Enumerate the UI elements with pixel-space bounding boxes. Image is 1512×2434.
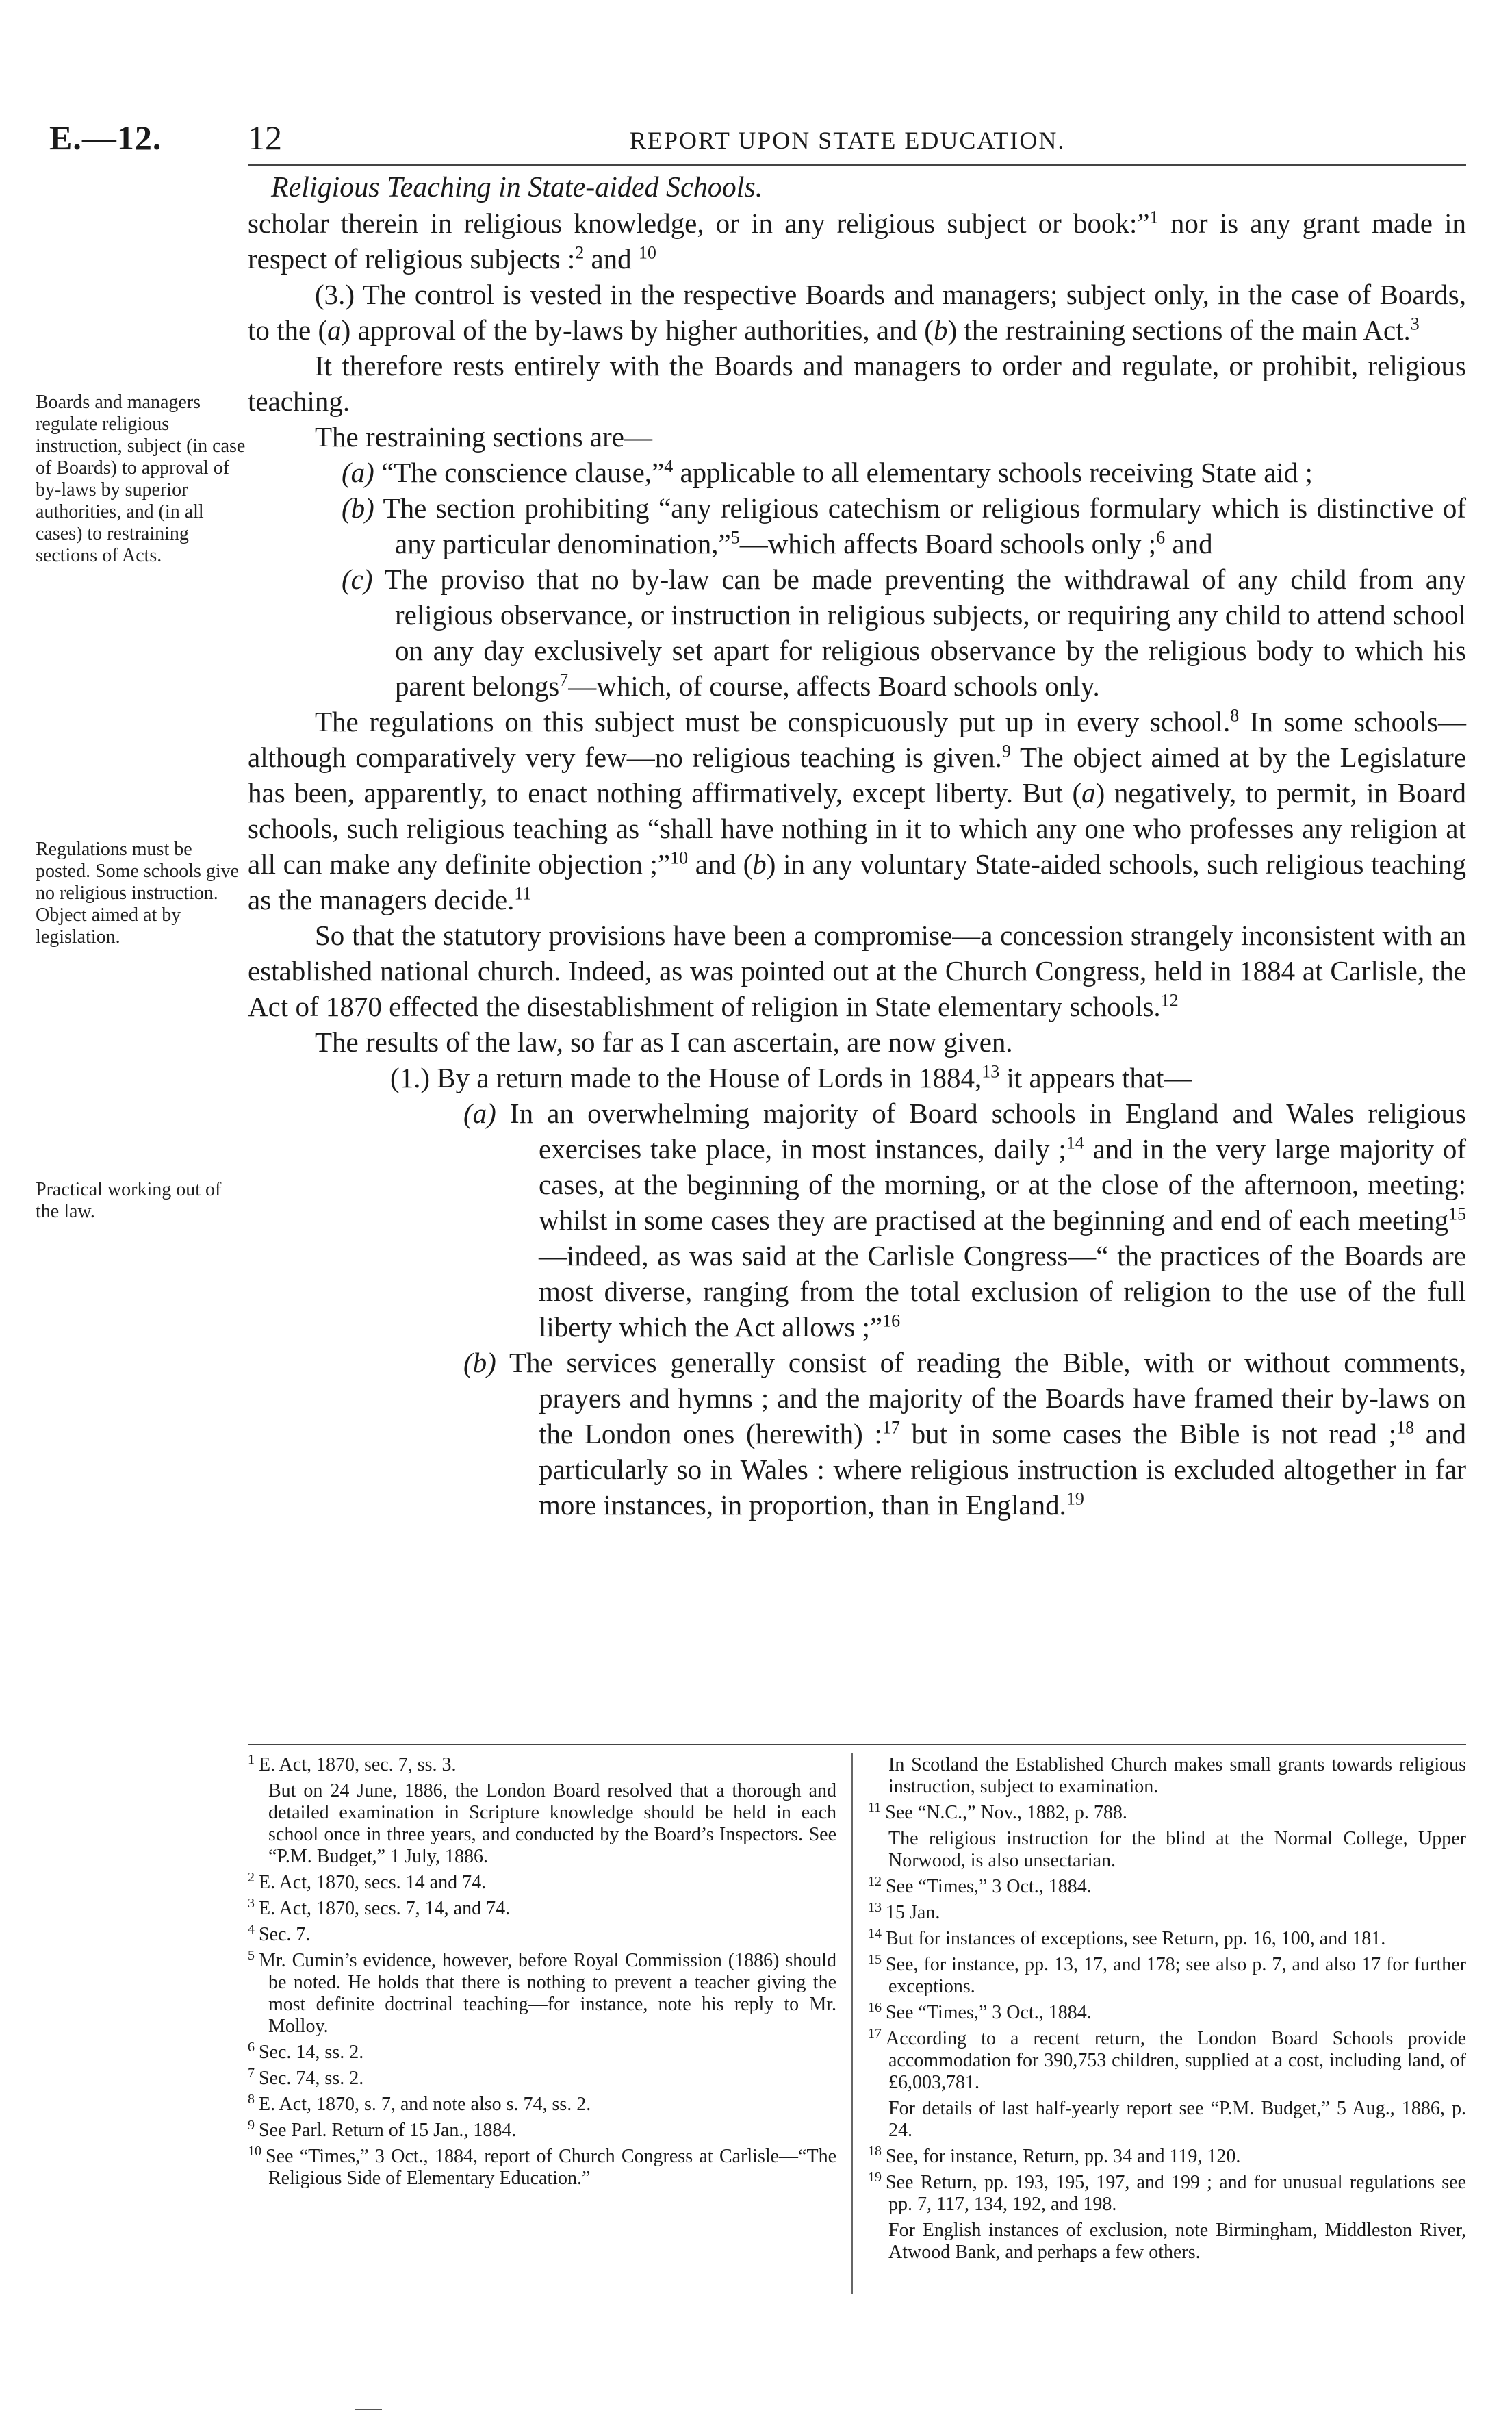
main-text [248, 205, 1466, 1523]
footnote: $^{15}$ See, for instance, pp. 13, 17, and 178; see also p. 7, and also 17 for further exceptions. [868, 1951, 1466, 1997]
list-item-b: (b) The section prohibiting “any religious catechism or religious formulary which is distinctive of any particular denomination,”$^5$—which affects Board schools only ;$^6$ and [342, 492, 1466, 559]
section-title: Religious Teaching in State-aided Schools. [271, 172, 763, 203]
document-code: E.—12. [49, 118, 162, 157]
list-item-a: (a) “The conscience clause,”$^4$ applicable to all elementary schools receiving State aid ; [342, 456, 1313, 488]
list-item-c: (c) The proviso that no by-law can be made preventing the withdrawal of any child from any religious observance, or instruction in religious subjects, or requiring any child to attend school on any day exclusively set apart for religious observance by the religious body to which his parent belongs$^7$—which, of course, affects Board schools only. [342, 563, 1466, 702]
footnote: $^3$ E. Act, 1870, secs. 7, 14, and 74. [248, 1895, 511, 1919]
footnote-continuation: In Scotland the Established Church makes small grants towards religious instruction, subject to examination. [888, 1754, 1466, 1797]
result-1-a: (a) In an overwhelming majority of Board schools in England and Wales religious exercises take place, in most instances, daily ;$^{14}$ and in the very large majority of cases, at the beginning of the morning, or at the close of the afternoon, meeting: whilst in some cases they are practised at the beginning and end of each meeting$^{15}$—indeed, as was said at the Carlisle Congress—“ the practices of the Boards are most diverse, ranging from the total exclusion of religion to the use of the full liberty which the Act allows ;”$^{16}$ [463, 1098, 1466, 1343]
result-1: (1.) By a return made to the House of Lords in 1884,13 it appears that— [390, 1061, 1192, 1093]
running-title: REPORT UPON STATE EDUCATION. [630, 127, 1066, 154]
margin-note-practical: Practical working out of the law. [36, 1179, 222, 1222]
footnote: $^{18}$ See, for instance, Return, pp. 34 and 119, 120. [868, 2143, 1241, 2167]
paragraph-control: (3.) The control is vested in the respective Boards and managers; subject only, in the case of Boards, to the (a) approval of the by-laws by higher authorities, and (b) the restraining sections of the main Act.$^3$ [248, 279, 1466, 346]
footnote: $^{14}$ But for instances of exceptions, see Return, pp. 16, 100, and 181. [868, 1925, 1386, 1949]
footnote-rule [248, 1744, 1466, 1745]
header-rule [248, 164, 1466, 166]
margin-note-boards: Boards and managers regulate religious instruction, subject (in case of Boards) to approval of by-laws by superior authorities, and (in all cases) to restraining sections of Acts. [36, 392, 246, 566]
margin-note-regulations: Regulations must be posted. Some schools give no religious instruction. Object aimed at by legislation. [36, 839, 240, 948]
footnote: $^{19}$ See Return, pp. 193, 195, 197, and 199 ; and for unusual regulations see pp. 7, 117, 134, 192, and 198. [868, 2169, 1466, 2215]
footnote: $^8$ E. Act, 1870, s. 7, and note also s. 74, ss. 2. [248, 2091, 591, 2115]
footnote: $^2$ E. Act, 1870, secs. 14 and 74. [248, 1869, 487, 1893]
footnote: $^5$ Mr. Cumin’s evidence, however, before Royal Commission (1886) should be noted. He holds that there is nothing to prevent a teacher giving the most definite doctrinal teaching—for instance, note his reply to Mr. Molloy. [248, 1947, 836, 2037]
page-number: 12 [248, 118, 282, 157]
footnote-continuation: The religious instruction for the blind at the Normal College, Upper Norwood, is also unsectarian. [888, 1828, 1466, 1871]
footnotes-right-column [868, 1754, 1466, 2268]
footnote: $^{11}$ See “N.C.,” Nov., 1882, p. 788. [868, 1799, 1127, 1823]
footnote-continuation: For English instances of exclusion, note Birmingham, Middleston River, Atwood Bank, and perhaps a few others. [888, 2220, 1466, 2263]
bottom-mark [355, 2409, 382, 2410]
footnote: $^{17}$ According to a recent return, the London Board Schools provide accommodation for 390,753 children, supplied at a cost, including land, of £6,003,781. [868, 2025, 1466, 2093]
paragraph-restraining: The restraining sections are— [315, 421, 652, 453]
footnote-continuation: For details of last half-yearly report see “P.M. Budget,” 5 Aug., 1886, p. 24. [888, 2098, 1466, 2141]
footnote: $^4$ Sec. 7. [248, 1921, 311, 1945]
footnote: $^6$ Sec. 14, ss. 2. [248, 2039, 364, 2063]
footnote: $^{13}$ 15 Jan. [868, 1899, 940, 1923]
paragraph-results: The results of the law, so far as I can ascertain, are now given. [315, 1026, 1013, 1058]
paragraph-continuation: scholar therein in religious knowledge, or in any religious subject or book:”$^1$ nor is any grant made in respect of religious subjects :$^2$ and $^{10}$ [248, 207, 1467, 275]
footnote: $^7$ Sec. 74, ss. 2. [248, 2065, 364, 2089]
footnote: $^{12}$ See “Times,” 3 Oct., 1884. [868, 1873, 1092, 1897]
footnote: $^1$ E. Act, 1870, sec. 7, ss. 3. [248, 1751, 457, 1775]
footnote: $^9$ See Parl. Return of 15 Jan., 1884. [248, 2117, 517, 2141]
footnote: $^{10}$ See “Times,” 3 Oct., 1884, report of Church Congress at Carlisle—“The Religious Side of Elementary Education.” [248, 2143, 836, 2189]
footnotes-left-column [248, 1751, 836, 2194]
footnote-column-divider [851, 1753, 853, 2294]
footnote: $^{16}$ See “Times,” 3 Oct., 1884. [868, 1999, 1092, 2023]
paragraph-rests: It therefore rests entirely with the Boards and managers to order and regulate, or prohibit, religious teaching. [248, 350, 1466, 417]
paragraph-compromise: So that the statutory provisions have been a compromise—a concession strangely inconsistent with an established national church. Indeed, as was pointed out at the Church Congress, held in 1884 at Carlisle, the Act of 1870 effected the disestablishment of religion in State elementary schools.$^{12}$ [248, 920, 1466, 1022]
paragraph-regulations: The regulations on this subject must be conspicuously put up in every school.$^8$ In some schools—although comparatively very few—no religious teaching is given.$^9$ The object aimed at by the Legislature has been, apparently, to enact nothing affirmatively, except liberty. But (a) negatively, to permit, in Board schools, such religious teaching as “shall have nothing in it to which any one who professes any religion at all can make any definite objection ;”$^{10}$ and (b) in any voluntary State-aided schools, such religious teaching as the managers decide.$^{11}$ [248, 705, 1466, 915]
result-1-b: (b) The services generally consist of reading the Bible, with or without comments, prayers and hymns ; and the majority of the Boards have framed their by-laws on the London ones (herewith) :$^{17}$ but in some cases the Bible is not read ;$^{18}$ and particularly so in Wales : where religious instruction is excluded altogether in far more instances, in proportion, than in England.$^{19}$ [463, 1347, 1466, 1521]
footnote-continuation: But on 24 June, 1886, the London Board resolved that a thorough and detailed examination in Scripture knowledge should be held in each school once in three years, and conducted by the Board’s Inspectors. See “P.M. Budget,” 1 July, 1886. [268, 1780, 836, 1867]
